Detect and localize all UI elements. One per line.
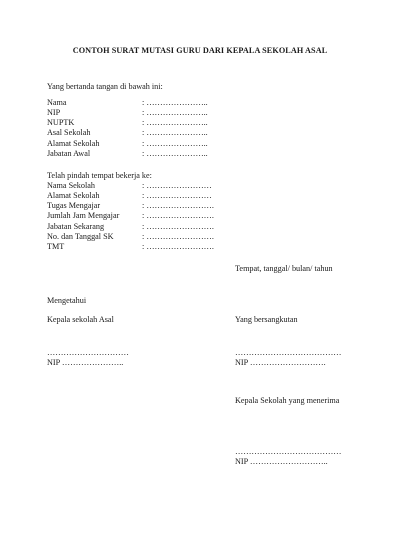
- transfer-field-row: [47, 181, 347, 191]
- field-label: Alamat Sekolah: [47, 191, 100, 200]
- field-label: Asal Sekolah: [47, 128, 91, 137]
- field-value: : …………………..: [142, 118, 208, 127]
- transfer-intro-text: Telah pindah tempat bekerja ke:: [47, 171, 152, 180]
- signer-field-row: [47, 128, 347, 138]
- left-signature-line: …………………………: [47, 348, 129, 357]
- field-value: : …………………..: [142, 149, 208, 158]
- signer-field-row: [47, 118, 347, 128]
- field-value: : …………………….: [142, 222, 214, 231]
- right-nip-line: NIP ……………………….: [235, 358, 326, 367]
- left-nip-line: NIP …………………..: [47, 358, 124, 367]
- field-label: NIP: [47, 108, 61, 117]
- field-value: : …………………..: [142, 139, 208, 148]
- signer-field-row: [47, 98, 347, 108]
- field-label: NUPTK: [47, 118, 75, 127]
- transfer-field-row: [47, 242, 347, 252]
- field-label: Nama: [47, 98, 67, 107]
- transfer-field-row: [47, 191, 347, 201]
- place-date-line: Tempat, tanggal/ bulan/ tahun: [235, 264, 333, 273]
- field-value: : …………………….: [142, 201, 214, 210]
- signer-field-row: [47, 139, 347, 149]
- field-value: : …………………..: [142, 128, 208, 137]
- field-value: : …………………….: [142, 242, 214, 251]
- signer-field-row: [47, 108, 347, 118]
- left-signer-title: Kepala sekolah Asal: [47, 315, 114, 324]
- right-signer-title: Yang bersangkutan: [235, 315, 298, 324]
- receiver-signature-line: …………………………………: [235, 447, 342, 456]
- field-label: Jumlah Jam Mengajar: [47, 211, 120, 220]
- field-value: : …………………..: [142, 108, 208, 117]
- field-value: : …………………….: [142, 211, 214, 220]
- receiver-nip-line: NIP ………………………..: [235, 457, 328, 466]
- document-title: CONTOH SURAT MUTASI GURU DARI KEPALA SEKOLAH ASAL: [72, 46, 328, 55]
- right-signature-line: …………………………………: [235, 348, 342, 357]
- field-value: : …………………..: [142, 98, 208, 107]
- field-value: : ……………………: [142, 181, 212, 190]
- acknowledged-label: Mengetahui: [47, 296, 87, 305]
- field-label: Jabatan Awal: [47, 149, 91, 158]
- signer-field-row: [47, 149, 347, 159]
- receiver-title: Kepala Sekolah yang menerima: [235, 396, 340, 405]
- field-value: : …………………….: [142, 232, 214, 241]
- field-value: : ……………………: [142, 191, 212, 200]
- field-label: Alamat Sekolah: [47, 139, 100, 148]
- field-label: Jabatan Sekarang: [47, 222, 105, 231]
- transfer-field-row: [47, 222, 347, 232]
- intro-text: Yang bertanda tangan di bawah ini:: [47, 82, 163, 91]
- field-label: No. dan Tanggal SK: [47, 232, 114, 241]
- field-label: Nama Sekolah: [47, 181, 95, 190]
- field-label: Tugas Mengajar: [47, 201, 101, 210]
- field-label: TMT: [47, 242, 65, 251]
- transfer-field-row: [47, 201, 347, 211]
- transfer-field-row: [47, 232, 347, 242]
- transfer-field-row: [47, 211, 347, 221]
